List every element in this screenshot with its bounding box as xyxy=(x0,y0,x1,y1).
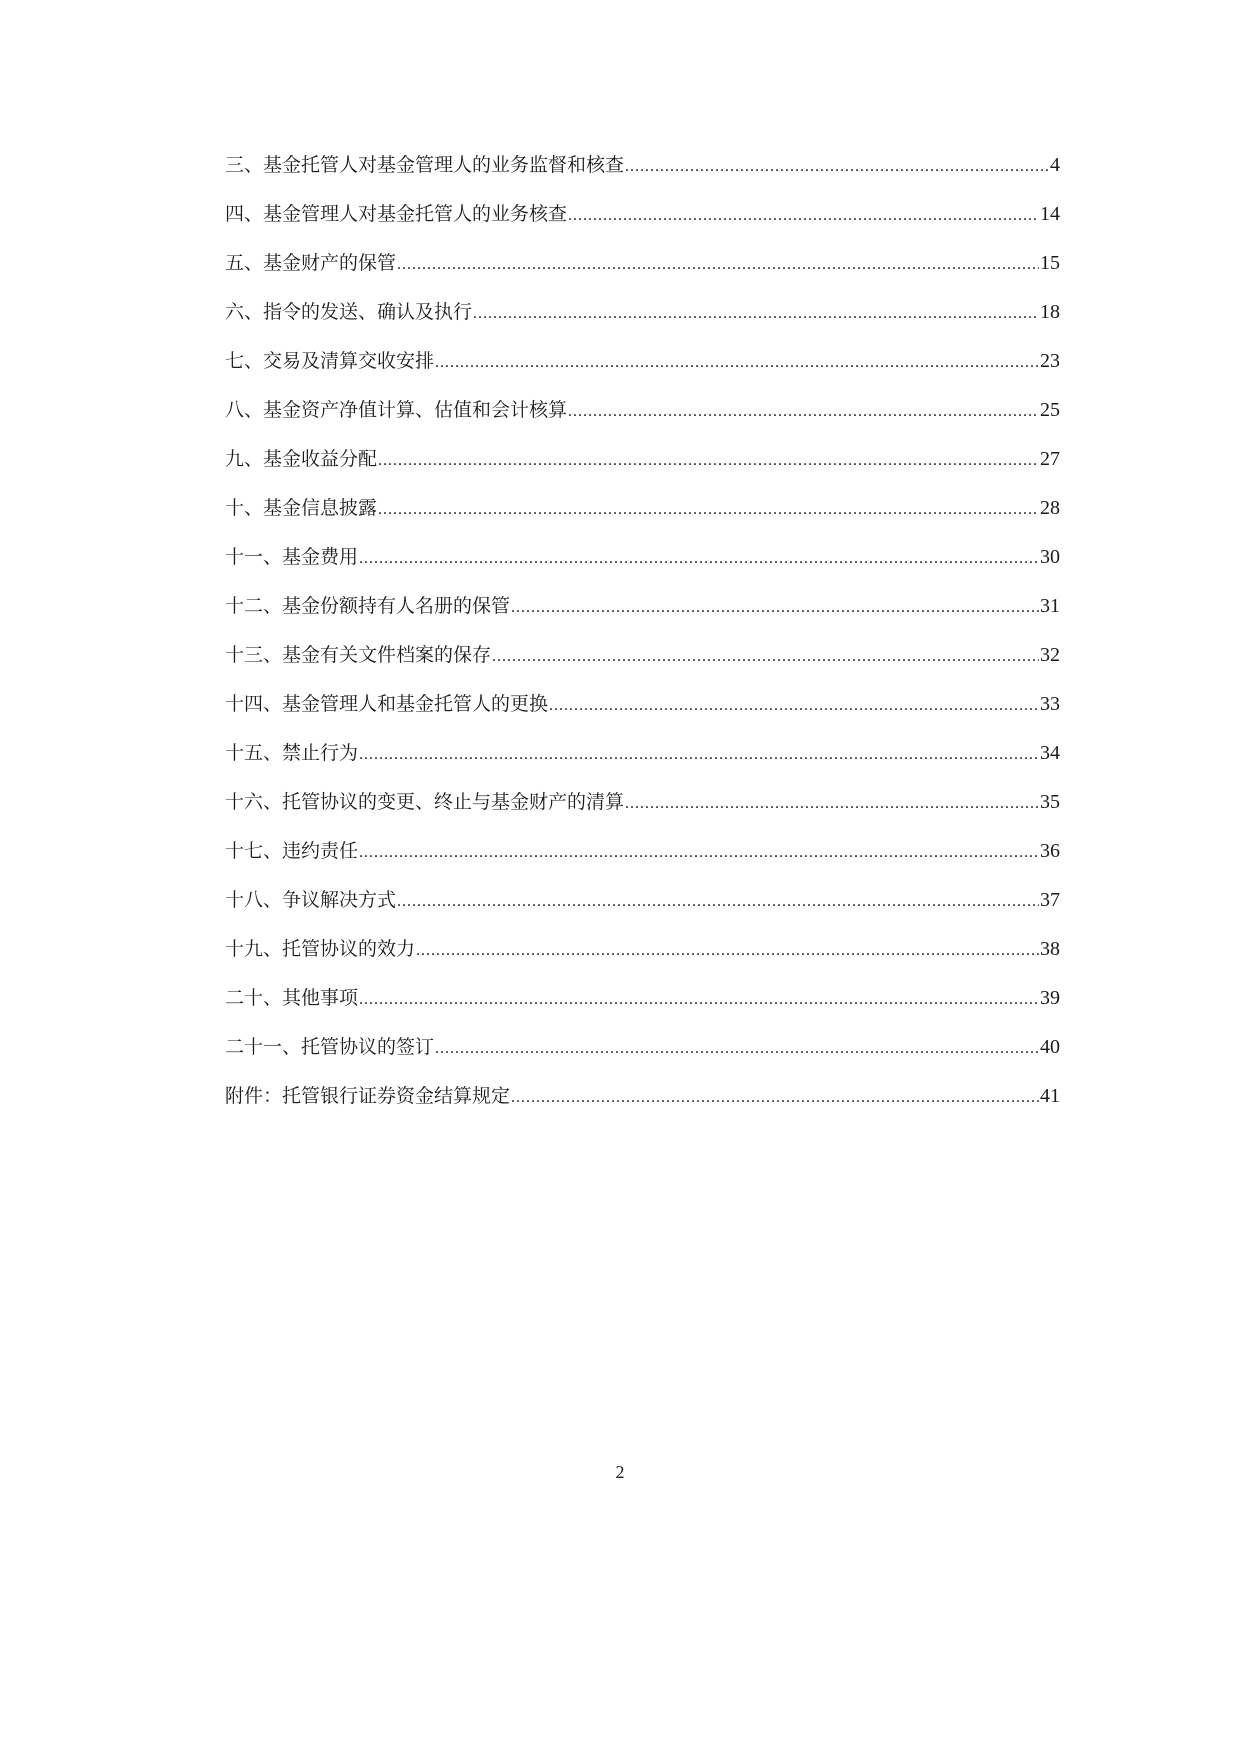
toc-dot-leader xyxy=(625,150,1049,184)
toc-entry-page: 38 xyxy=(1040,938,1060,960)
toc-entry-title: 二十一、托管协议的签订 xyxy=(225,1036,435,1058)
toc-entry-title: 附件：托管银行证券资金结算规定 xyxy=(225,1085,511,1107)
toc-dot-leader xyxy=(416,934,1039,968)
toc-dot-leader xyxy=(397,248,1039,282)
toc-entry-title: 十七、违约责任 xyxy=(225,840,359,862)
toc-entry[interactable] xyxy=(225,834,1060,883)
toc-dot-leader xyxy=(359,738,1039,772)
toc-dot-leader xyxy=(473,297,1039,331)
toc-entry-title: 八、基金资产净值计算、估值和会计核算 xyxy=(225,399,568,421)
toc-entry-page: 31 xyxy=(1040,595,1060,617)
toc-entry[interactable] xyxy=(225,638,1060,687)
toc-dot-leader xyxy=(492,640,1039,674)
toc-entry-page: 32 xyxy=(1040,644,1060,666)
toc-entry-page: 4 xyxy=(1050,154,1060,176)
toc-entry-title: 二十、其他事项 xyxy=(225,987,359,1009)
toc-entry-page: 36 xyxy=(1040,840,1060,862)
toc-entry[interactable] xyxy=(225,197,1060,246)
toc-dot-leader xyxy=(511,1081,1039,1115)
toc-entry[interactable] xyxy=(225,1030,1060,1079)
toc-entry-page: 28 xyxy=(1040,497,1060,519)
toc-dot-leader xyxy=(511,591,1039,625)
toc-entry-page: 14 xyxy=(1040,203,1060,225)
toc-entry-title: 十、基金信息披露 xyxy=(225,497,378,519)
toc-entry-page: 37 xyxy=(1040,889,1060,911)
toc-entry-page: 33 xyxy=(1040,693,1060,715)
toc-entry[interactable] xyxy=(225,246,1060,295)
toc-dot-leader xyxy=(568,199,1039,233)
toc-entry-page: 35 xyxy=(1040,791,1060,813)
toc-entry[interactable] xyxy=(225,785,1060,834)
toc-entry-title: 十四、基金管理人和基金托管人的更换 xyxy=(225,693,549,715)
toc-entry-title: 五、基金财产的保管 xyxy=(225,252,397,274)
toc-entry-title: 十一、基金费用 xyxy=(225,546,359,568)
toc-entry[interactable] xyxy=(225,589,1060,638)
toc-entry[interactable] xyxy=(225,981,1060,1030)
toc-entry-title: 四、基金管理人对基金托管人的业务核查 xyxy=(225,203,568,225)
toc-entry-page: 30 xyxy=(1040,546,1060,568)
toc-dot-leader xyxy=(435,346,1039,380)
toc-dot-leader xyxy=(549,689,1039,723)
toc-entry[interactable] xyxy=(225,393,1060,442)
toc-entry[interactable] xyxy=(225,687,1060,736)
toc-entry[interactable] xyxy=(225,491,1060,540)
table-of-contents xyxy=(225,148,1060,1128)
toc-dot-leader xyxy=(435,1032,1039,1066)
toc-entry[interactable] xyxy=(225,295,1060,344)
toc-dot-leader xyxy=(359,836,1039,870)
toc-entry-title: 十三、基金有关文件档案的保存 xyxy=(225,644,492,666)
toc-entry-page: 15 xyxy=(1040,252,1060,274)
toc-entry[interactable] xyxy=(225,442,1060,491)
toc-dot-leader xyxy=(359,983,1039,1017)
toc-entry[interactable] xyxy=(225,736,1060,785)
toc-entry-page: 18 xyxy=(1040,301,1060,323)
toc-entry[interactable] xyxy=(225,540,1060,589)
toc-entry-page: 27 xyxy=(1040,448,1060,470)
toc-entry-title: 六、指令的发送、确认及执行 xyxy=(225,301,473,323)
toc-entry[interactable] xyxy=(225,344,1060,393)
toc-entry-title: 十二、基金份额持有人名册的保管 xyxy=(225,595,511,617)
toc-dot-leader xyxy=(378,493,1039,527)
toc-entry-page: 39 xyxy=(1040,987,1060,1009)
toc-entry-page: 34 xyxy=(1040,742,1060,764)
toc-entry-title: 十九、托管协议的效力 xyxy=(225,938,416,960)
toc-entry-title: 九、基金收益分配 xyxy=(225,448,378,470)
toc-entry-title: 十六、托管协议的变更、终止与基金财产的清算 xyxy=(225,791,625,813)
toc-dot-leader xyxy=(397,885,1039,919)
toc-dot-leader xyxy=(359,542,1039,576)
toc-entry[interactable] xyxy=(225,148,1060,197)
toc-entry-page: 41 xyxy=(1040,1085,1060,1107)
toc-dot-leader xyxy=(378,444,1039,478)
toc-entry-page: 25 xyxy=(1040,399,1060,421)
toc-entry-page: 23 xyxy=(1040,350,1060,372)
toc-entry[interactable] xyxy=(225,1079,1060,1128)
toc-entry-title: 七、交易及清算交收安排 xyxy=(225,350,435,372)
toc-dot-leader xyxy=(625,787,1039,821)
toc-entry-title: 三、基金托管人对基金管理人的业务监督和核查 xyxy=(225,154,625,176)
toc-entry-title: 十八、争议解决方式 xyxy=(225,889,397,911)
page-number: 2 xyxy=(615,1462,625,1482)
toc-entry[interactable] xyxy=(225,932,1060,981)
toc-entry-title: 十五、禁止行为 xyxy=(225,742,359,764)
toc-dot-leader xyxy=(568,395,1039,429)
toc-entry-page: 40 xyxy=(1040,1036,1060,1058)
toc-entry[interactable] xyxy=(225,883,1060,932)
